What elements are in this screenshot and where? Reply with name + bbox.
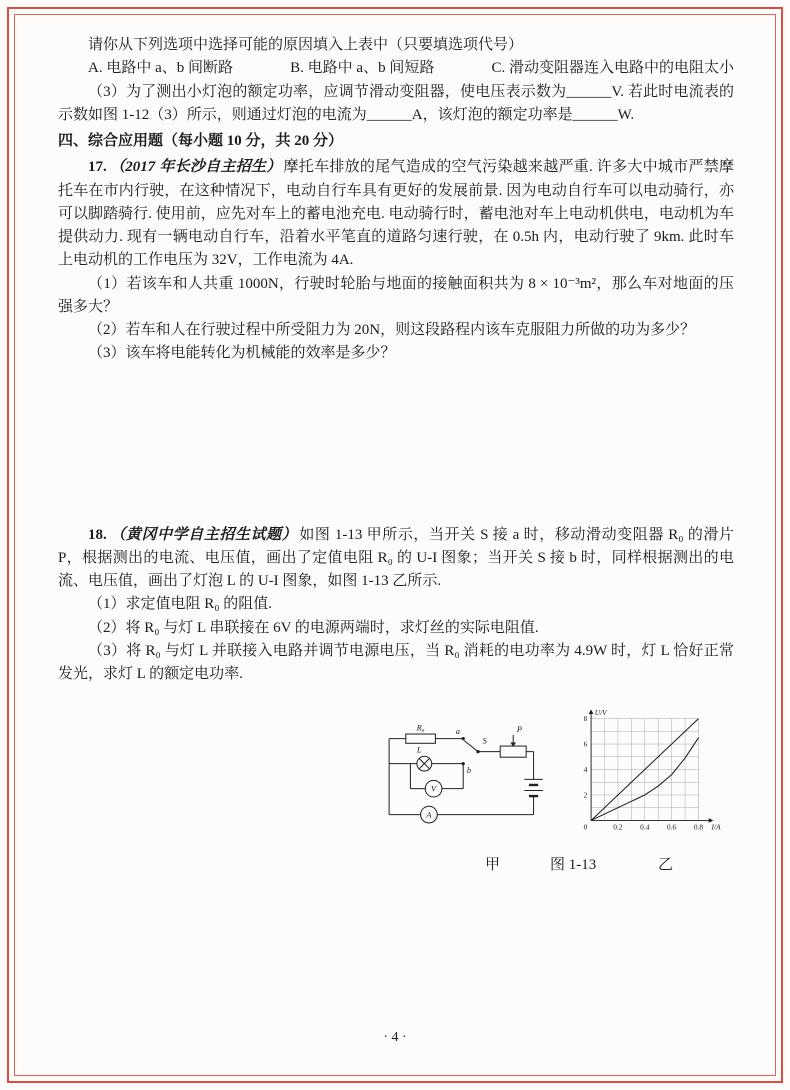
resistor-r0-symbol <box>406 734 436 743</box>
options-row <box>58 57 734 80</box>
question-17-part3: （3）该车将电能转化为机械能的效率是多少？ <box>88 345 396 362</box>
question-18-number: 18. <box>88 526 107 543</box>
y-axis-label: U/V <box>595 708 607 718</box>
circuit-label-p: P <box>516 725 522 735</box>
x-axis-label: I/A <box>711 822 721 832</box>
question-18-part2: （2）将 R₀ 与灯 L 串联接在 6V 的电源两端时，求灯丝的实际电阻值. <box>88 619 539 636</box>
intro-prompt: 请你从下列选项中选择可能的原因填入上表中（只要填选项代号） <box>88 37 524 53</box>
caption-fig-1-13: 图 1-13 <box>550 857 597 874</box>
ui-graph <box>567 700 734 852</box>
option-c: C. 滑动变阻器连入电路中的电阻太小 <box>491 60 734 77</box>
option-a: A. 电路中 a、b 间断路 <box>88 60 233 77</box>
question-3-fill-blanks: （3）为了测出小灯泡的额定功率，应调节滑动变阻器，使电压表示数为______V. 若此时电流表的示数如图 1-12（3）所示，则通过灯泡的电流为______A，该灯泡的额定功率是______W. <box>58 83 734 123</box>
lamp-symbol <box>417 757 432 772</box>
svg-text:0.4: 0.4 <box>640 822 650 832</box>
question-17-part2: （2）若车和人在行驶过程中所受阻力为 20N，则这段路程内该车克服阻力所做的功为多少？ <box>88 322 696 338</box>
circuit-diagram <box>378 717 549 852</box>
svg-text:8: 8 <box>583 714 588 724</box>
question-17-source: （2017 年长沙自主招生） <box>109 159 282 176</box>
rheostat-symbol <box>500 735 526 757</box>
svg-text:0.8: 0.8 <box>694 822 704 832</box>
question-18-body: 如图 1-13 甲所示，当开关 S 接 a 时，移动滑动变阻器 R₀ 的滑片 P，根据测出的电流、电压值，画出了定值电阻 R₀ 的 U-I 图象；当开关 S 接 b 时，同样根据测出的电流、电压值，画出了灯泡 L 的 U-I 图象，如图 1-13 乙所示. <box>58 526 734 589</box>
option-b: B. 电路中 a、b 间短路 <box>290 60 435 77</box>
caption-yi: 乙 <box>658 857 674 874</box>
svg-text:0.2: 0.2 <box>613 822 623 832</box>
question-18-part1: （1）求定值电阻 R₀ 的阻值. <box>88 596 272 613</box>
question-18-part3: （3）将 R₀ 与灯 L 并联接入电路并调节电源电压，当 R₀ 消耗的电功率为 4.9W 时，灯 L 恰好正常发光，求灯 L 的额定电功率. <box>58 642 734 682</box>
svg-text:6: 6 <box>583 739 588 749</box>
page-content <box>58 34 734 876</box>
caption-jia: 甲 <box>485 857 501 874</box>
circuit-wires <box>389 734 543 823</box>
svg-text:4: 4 <box>583 765 588 775</box>
question-17 <box>58 156 734 272</box>
circuit-label-r0: R₀ <box>416 723 425 733</box>
circuit-label-ammeter: A <box>426 810 432 820</box>
circuit-label-a: a <box>455 727 460 737</box>
switch-symbol <box>462 737 501 765</box>
circuit-labels <box>416 724 522 820</box>
figure-1-13 <box>378 700 734 852</box>
svg-text:0: 0 <box>583 822 588 832</box>
question-18-source: （黄冈中学自主招生试题） <box>109 526 298 543</box>
svg-text:0.6: 0.6 <box>667 822 677 832</box>
battery-symbol <box>524 780 543 797</box>
question-17-body: 摩托车排放的尾气造成的空气污染越来越严重. 许多大中城市严禁摩托车在市内行驶，在这种情况下，电动自行车具有更好的发展前景. 因为电动自行车可以电动骑行，亦可以脚踏骑行. 使用前，应先对车上的蓄电池充电. 电动骑行时，蓄电池对车上电动机供电，电动机为车提供动力. 现有一辆电动自行车，沿着水平笔直的道路匀速行驶，在 0.5h 内，电动行驶了 9km. 此时车上电动机的工作电压为 32V，工作电流为 4A. <box>58 159 734 269</box>
question-17-number: 17. <box>88 159 107 176</box>
circuit-label-voltmeter: V <box>431 784 437 794</box>
svg-text:2: 2 <box>583 790 588 800</box>
circuit-label-b: b <box>466 766 472 776</box>
section-title: 四、综合应用题（每小题 10 分，共 20 分） <box>58 133 344 149</box>
circuit-label-l: L <box>416 745 422 755</box>
question-18 <box>58 524 734 594</box>
circuit-label-s: S <box>482 736 487 746</box>
answer-space <box>58 366 734 524</box>
question-17-part1: （1）若该车和人共重 1000N，行驶时轮胎与地面的接触面积共为 8 × 10⁻³m²，那么车对地面的压强多大？ <box>58 275 734 315</box>
page-number: · 4 · <box>383 1030 407 1045</box>
figure-captions <box>378 852 734 876</box>
